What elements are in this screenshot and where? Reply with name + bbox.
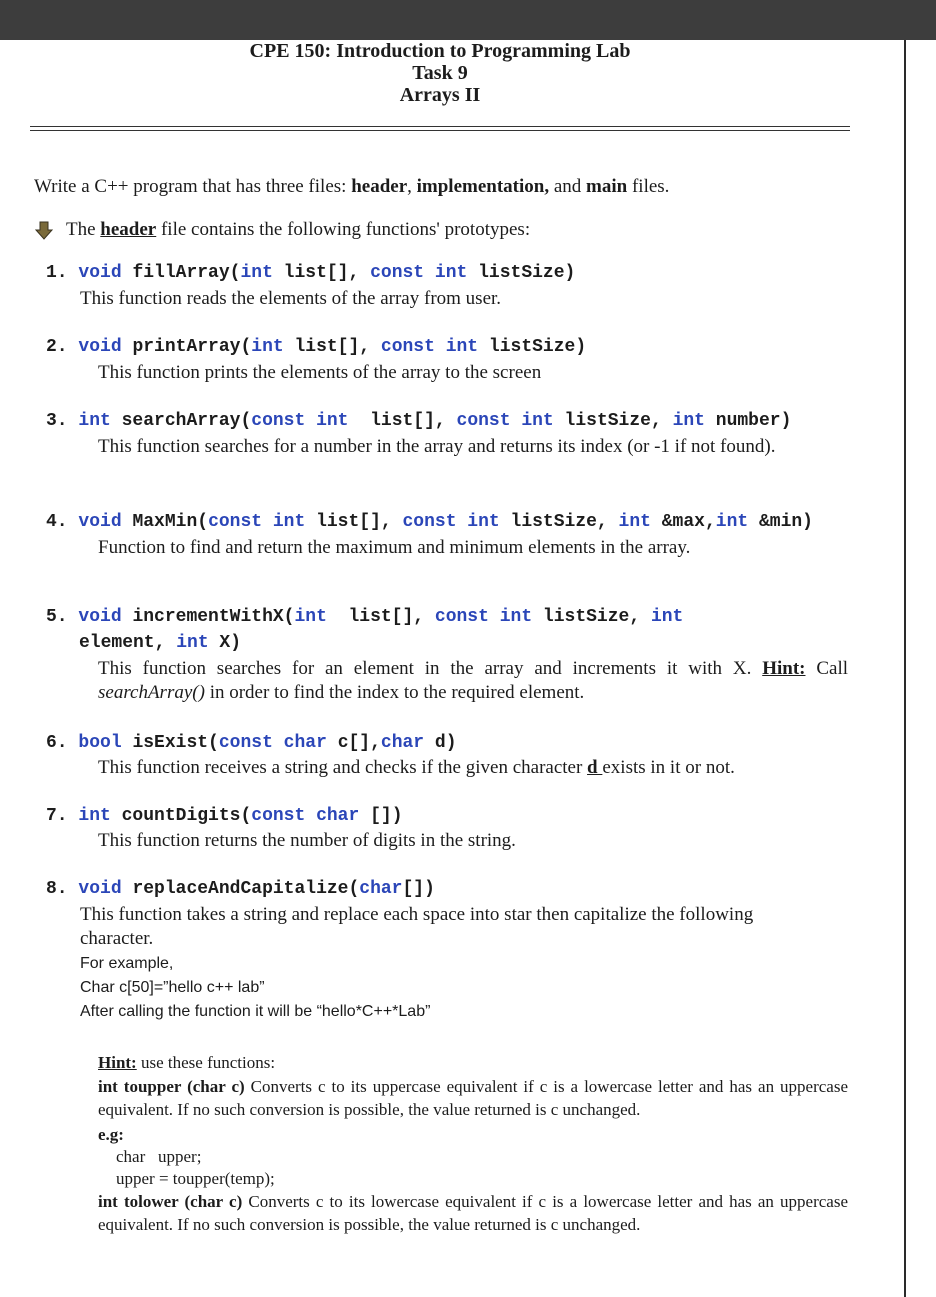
function-6-desc-var: d <box>587 757 603 778</box>
function-7-desc: This function returns the number of digits in the string. <box>98 830 516 851</box>
code-text: list[], <box>283 337 381 357</box>
intro-file-header: header <box>351 176 408 197</box>
function-3-desc: This function searches for a number in the array and returns its index (or -1 if not found). <box>98 436 776 457</box>
signature-tokens <box>78 337 586 357</box>
eg-line-2: upper = toupper(temp); <box>116 1169 275 1188</box>
hint-block-label: Hint: <box>98 1053 137 1072</box>
intro-sep: , <box>407 176 417 197</box>
tolower-description <box>98 1190 848 1236</box>
code-text: searchArray( <box>110 411 252 431</box>
code-keyword: int <box>240 263 273 283</box>
code-keyword: bool <box>78 733 122 753</box>
code-text: list[], <box>348 411 457 431</box>
topic-title: Arrays II <box>399 84 481 106</box>
function-5-desc-text: This function searches for an element in the array and increments it with X. <box>98 658 752 679</box>
signature-tokens <box>78 263 575 283</box>
code-text: isExist( <box>121 733 219 753</box>
function-4-desc: Function to find and return the maximum and minimum elements in the array. <box>98 537 691 558</box>
code-text: listSize, <box>532 607 651 627</box>
header-rule-bottom <box>30 130 850 131</box>
code-keyword: const char <box>218 733 327 753</box>
code-text: c[], <box>326 733 381 753</box>
code-keyword: const int <box>251 411 349 431</box>
code-keyword: int <box>176 633 209 653</box>
hint-label: Hint: <box>762 658 806 679</box>
code-text: d) <box>424 733 457 753</box>
function-8-desc: This function takes a string and replace each space into star then capitalize the following character. <box>80 904 754 949</box>
task-title: Task 9 <box>412 62 468 84</box>
function-8-signature <box>46 877 435 901</box>
toupper-description <box>98 1075 848 1121</box>
function-6-signature <box>46 731 457 755</box>
function-1-signature <box>46 261 575 285</box>
code-keyword: char <box>380 733 425 753</box>
code-keyword: int <box>715 512 749 532</box>
code-keyword: const int <box>370 263 468 283</box>
hint-post: in order to find the index to the required element. <box>204 682 585 703</box>
code-text: listSize) <box>467 263 576 283</box>
function-number: 6. <box>46 733 68 753</box>
code-keyword: const int <box>208 512 306 532</box>
code-keyword: char <box>359 879 403 899</box>
signature-tokens <box>78 512 813 532</box>
code-keyword: void <box>78 512 122 532</box>
intro-prefix: Write a C++ program that has three files: <box>34 176 352 197</box>
down-arrow-bullet-icon <box>34 220 54 240</box>
function-2-signature <box>46 335 586 359</box>
code-keyword: void <box>78 879 122 899</box>
eg-line-1: char upper; <box>116 1147 202 1166</box>
bullet-suffix: file contains the following functions' prototypes: <box>156 219 531 240</box>
code-text: incrementWithX( <box>121 607 295 627</box>
code-keyword: int <box>78 806 111 826</box>
example-line: After calling the function it will be “hello*C++*Lab” <box>80 1003 431 1020</box>
function-6-desc-pre: This function receives a string and checks if the given character <box>98 757 588 778</box>
code-text: fillArray( <box>121 263 241 283</box>
example-line: For example, <box>80 955 174 972</box>
code-text: element, <box>79 633 177 653</box>
function-number: 8. <box>46 879 68 899</box>
code-text: listSize, <box>553 411 673 431</box>
eg-label: e.g: <box>98 1125 124 1144</box>
code-keyword: const int <box>402 512 500 532</box>
code-keyword: int <box>294 607 327 627</box>
code-keyword: const int <box>380 337 479 357</box>
function-number: 3. <box>46 411 68 431</box>
code-text: X) <box>208 633 242 653</box>
intro-sep: and <box>549 176 587 197</box>
hint-pre: Call <box>805 658 848 679</box>
code-keyword: void <box>78 263 122 283</box>
code-text: &max, <box>650 512 716 532</box>
function-6-desc <box>98 756 735 780</box>
code-keyword: const char <box>251 806 360 826</box>
code-keyword: int <box>650 607 684 627</box>
code-text: listSize) <box>478 337 587 357</box>
toupper-desc: Converts c to its uppercase equivalent if c is a lowercase letter and has an uppercase equivalent. If no such conversion is possible, the value returned is c unchanged. <box>98 1077 848 1119</box>
example-line: Char c[50]=”hello c++ lab” <box>80 979 265 996</box>
function-2-desc: This function prints the elements of the array to the screen <box>98 362 542 383</box>
signature-tokens <box>78 607 683 627</box>
code-text: printArray( <box>121 337 252 357</box>
signature-tokens <box>79 633 241 653</box>
function-number: 2. <box>46 337 68 357</box>
signature-tokens <box>78 733 456 753</box>
bullet-header-line <box>66 218 530 242</box>
code-text: countDigits( <box>110 806 252 826</box>
top-dark-bar <box>0 0 936 40</box>
function-7-signature <box>46 804 403 828</box>
function-5-desc <box>98 657 848 705</box>
code-text: []) <box>359 806 403 826</box>
function-3-signature <box>46 409 791 433</box>
code-keyword: int <box>78 411 111 431</box>
course-title: CPE 150: Introduction to Programming Lab <box>249 40 631 62</box>
code-keyword: void <box>78 607 122 627</box>
toupper-signature: int toupper (char c) <box>98 1077 245 1096</box>
code-text: list[], <box>272 263 371 283</box>
intro-file-main: main <box>586 176 628 197</box>
function-5-signature <box>46 605 683 629</box>
code-text: number) <box>704 411 792 431</box>
code-keyword: const int <box>434 607 533 627</box>
function-6-desc-post: exists in it or not. <box>602 757 735 778</box>
code-keyword: void <box>78 337 122 357</box>
function-5-signature-cont <box>79 631 241 655</box>
function-number: 1. <box>46 263 68 283</box>
code-text: replaceAndCapitalize( <box>121 879 360 899</box>
signature-tokens <box>78 806 402 826</box>
signature-tokens <box>78 879 434 899</box>
bullet-prefix: The <box>66 219 101 240</box>
tolower-desc: Converts c to its lowercase equivalent if c is a lowercase letter and has an uppercase equivalent. If no such conversion is possible, the value returned is c unchanged. <box>98 1192 849 1234</box>
code-keyword: int <box>251 337 284 357</box>
code-keyword: const int <box>456 411 554 431</box>
function-number: 7. <box>46 806 68 826</box>
tolower-signature: int tolower (char c) <box>98 1192 243 1211</box>
hint-block-heading <box>98 1051 275 1074</box>
code-text: listSize, <box>499 512 619 532</box>
code-text: list[], <box>305 512 403 532</box>
code-text: list[], <box>326 607 435 627</box>
code-text: []) <box>402 879 435 899</box>
code-keyword: int <box>618 512 651 532</box>
code-keyword: int <box>672 411 705 431</box>
intro-paragraph <box>34 175 669 199</box>
code-text: MaxMin( <box>121 512 209 532</box>
signature-tokens <box>78 411 791 431</box>
hint-function: searchArray() <box>98 682 205 703</box>
intro-file-implementation: implementation, <box>416 176 550 197</box>
intro-suffix: files. <box>627 176 670 197</box>
right-page-border <box>904 40 906 1297</box>
function-number: 4. <box>46 512 68 532</box>
bullet-header-word: header <box>100 219 157 240</box>
function-4-signature <box>46 510 813 534</box>
header-rule-top <box>30 126 850 127</box>
code-text: &min) <box>748 512 813 532</box>
function-number: 5. <box>46 607 68 627</box>
hint-block-intro: use these functions: <box>136 1053 276 1072</box>
function-1-desc: This function reads the elements of the array from user. <box>80 288 502 309</box>
